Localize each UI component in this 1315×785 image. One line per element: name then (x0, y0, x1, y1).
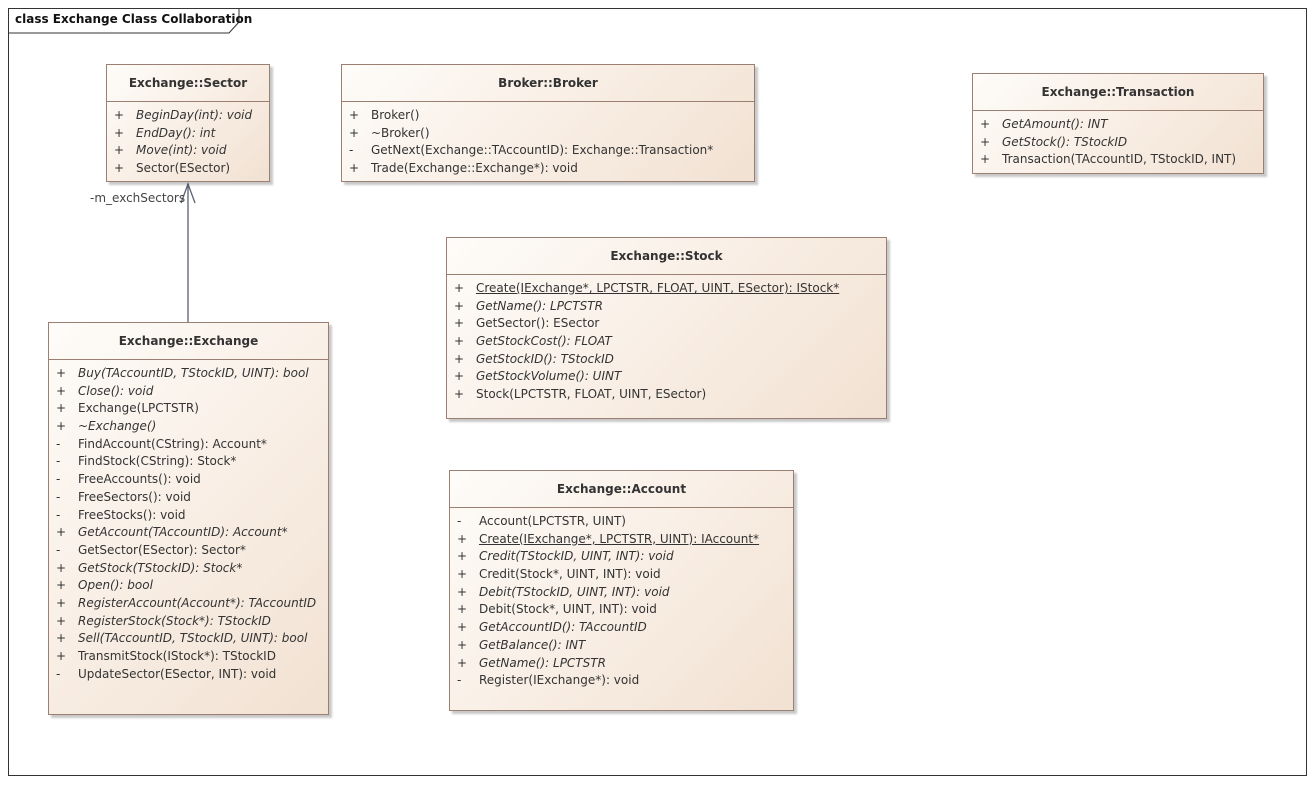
operation-row[interactable] (450, 513, 793, 531)
class-stock[interactable] (446, 237, 887, 419)
operation-signature: GetName(): LPCTSTR (476, 298, 603, 313)
operations-list (447, 275, 886, 404)
operation-row[interactable] (450, 619, 793, 637)
operation-row[interactable] (450, 566, 793, 584)
operation-row[interactable] (49, 471, 328, 489)
operation-signature: Close(): void (78, 383, 154, 398)
visibility-marker: - (56, 472, 61, 487)
operation-row[interactable] (342, 107, 754, 125)
operation-row[interactable] (49, 365, 328, 383)
class-sector[interactable] (106, 64, 270, 182)
operation-row[interactable] (49, 489, 328, 507)
operation-row[interactable] (450, 672, 793, 690)
visibility-marker: + (114, 161, 125, 176)
operation-row[interactable] (49, 507, 328, 525)
operation-row[interactable] (447, 351, 886, 369)
operation-row[interactable] (49, 436, 328, 454)
visibility-marker: + (56, 578, 67, 593)
operation-signature: FreeStocks(): void (78, 507, 186, 522)
operation-signature: GetAccount(TAccountID): Account* (78, 525, 288, 540)
operation-signature: FindAccount(CString): Account* (78, 436, 267, 451)
operation-signature: Exchange(LPCTSTR) (78, 401, 199, 416)
class-name: Exchange::Sector (107, 65, 269, 102)
operation-row[interactable] (49, 400, 328, 418)
operation-row[interactable] (447, 298, 886, 316)
operation-signature: FreeAccounts(): void (78, 472, 201, 487)
operation-signature: GetSector(ESector): Sector* (78, 542, 246, 557)
visibility-marker: - (56, 489, 61, 504)
operation-row[interactable] (342, 160, 754, 178)
operation-row[interactable] (49, 648, 328, 666)
operation-signature: EndDay(): int (136, 125, 216, 140)
operation-row[interactable] (973, 134, 1263, 152)
operation-signature: FindStock(CString): Stock* (78, 454, 237, 469)
class-name: Broker::Broker (342, 65, 754, 102)
operation-signature: Buy(TAccountID, TStockID, UINT): bool (78, 366, 309, 380)
operation-row[interactable] (447, 315, 886, 333)
operation-signature: GetStockID(): TStockID (476, 351, 614, 366)
visibility-marker: + (980, 117, 991, 131)
visibility-marker: + (56, 525, 67, 540)
operation-signature: UpdateSector(ESector, INT): void (78, 666, 277, 681)
operations-list (342, 102, 754, 178)
visibility-marker: + (454, 298, 465, 313)
operation-signature: GetSector(): ESector (476, 316, 600, 331)
visibility-marker: + (56, 560, 67, 575)
visibility-marker: + (349, 108, 360, 122)
class-transaction[interactable] (972, 73, 1264, 174)
operation-row[interactable] (450, 601, 793, 619)
visibility-marker: + (457, 602, 468, 617)
visibility-marker: + (56, 649, 67, 663)
operation-row[interactable] (107, 160, 269, 178)
operation-row[interactable] (49, 630, 328, 648)
operation-signature: GetAccountID(): TAccountID (479, 620, 647, 635)
operation-signature: Open(): bool (78, 578, 153, 593)
visibility-marker: + (454, 334, 465, 349)
visibility-marker: - (56, 436, 61, 451)
visibility-marker: + (457, 584, 468, 599)
operation-row[interactable] (447, 386, 886, 404)
operation-signature: GetStockCost(): FLOAT (476, 334, 612, 349)
operation-row[interactable] (450, 584, 793, 602)
operation-row[interactable] (973, 151, 1263, 169)
visibility-marker: + (349, 125, 360, 140)
visibility-marker: + (56, 631, 67, 646)
operation-row[interactable] (107, 142, 269, 160)
operation-signature: GetName(): LPCTSTR (479, 655, 606, 670)
operation-row[interactable] (49, 542, 328, 560)
operation-signature: GetStock(TStockID): Stock* (78, 560, 243, 575)
operation-row[interactable] (447, 333, 886, 351)
operations-list (450, 508, 793, 690)
visibility-marker: + (349, 161, 360, 176)
operation-signature: ~Exchange() (78, 419, 157, 434)
operation-signature: Credit(Stock*, UINT, INT): void (479, 567, 661, 582)
visibility-marker: - (457, 673, 462, 688)
operation-signature: RegisterAccount(Account*): TAccountID (78, 595, 317, 610)
operation-row[interactable] (49, 595, 328, 613)
operation-row[interactable] (49, 418, 328, 436)
visibility-marker: + (56, 401, 67, 416)
operation-signature: GetNext(Exchange::TAccountID): Exchange::Transaction* (371, 143, 714, 158)
operation-signature: RegisterStock(Stock*): TStockID (78, 613, 271, 628)
operation-signature: Trade(Exchange::Exchange*): void (371, 161, 578, 176)
operation-row[interactable] (450, 637, 793, 655)
visibility-marker: - (349, 143, 354, 158)
association-role-label: -m_exchSectors (90, 191, 186, 205)
operation-signature: ~Broker() (371, 125, 430, 140)
operation-row[interactable] (450, 655, 793, 673)
operation-row[interactable] (107, 107, 269, 125)
class-name: Exchange::Stock (447, 238, 886, 275)
class-name: Exchange::Transaction (973, 74, 1263, 111)
operation-signature: Sector(ESector) (136, 161, 231, 176)
operation-row[interactable] (49, 560, 328, 578)
operation-row[interactable] (450, 531, 793, 549)
operation-row[interactable] (49, 524, 328, 542)
visibility-marker: + (114, 143, 125, 158)
operation-signature: Debit(TStockID, UINT, INT): void (479, 584, 670, 599)
visibility-marker: + (457, 531, 468, 546)
operation-row[interactable] (49, 577, 328, 595)
operation-row[interactable] (450, 548, 793, 566)
operation-signature: Move(int): void (136, 143, 227, 158)
operation-signature: Stock(LPCTSTR, FLOAT, UINT, ESector) (476, 387, 707, 402)
operation-signature: GetStockVolume(): UINT (476, 369, 622, 384)
operation-row[interactable] (49, 666, 328, 684)
visibility-marker: + (56, 613, 67, 628)
operation-row[interactable] (447, 368, 886, 386)
operation-signature: Credit(TStockID, UINT, INT): void (479, 549, 674, 564)
visibility-marker: + (454, 351, 465, 366)
operation-signature: TransmitStock(IStock*): TStockID (78, 649, 276, 663)
visibility-marker: + (457, 567, 468, 582)
operation-signature: Broker() (371, 108, 420, 122)
visibility-marker: + (457, 549, 468, 564)
operation-row[interactable] (342, 142, 754, 160)
diagram-title: class Exchange Class Collaboration (15, 12, 253, 26)
operation-signature: Account(LPCTSTR, UINT) (479, 514, 626, 528)
operation-signature: GetStock(): TStockID (1002, 134, 1128, 149)
visibility-marker: + (457, 620, 468, 635)
operation-signature: GetAmount(): INT (1002, 117, 1108, 131)
operation-signature: Register(IExchange*): void (479, 673, 640, 688)
visibility-marker: - (56, 454, 61, 469)
operations-list (973, 111, 1263, 169)
class-exchange[interactable] (48, 322, 329, 715)
visibility-marker: + (56, 366, 67, 380)
operations-list (107, 102, 269, 178)
operation-signature: Create(IExchange*, LPCTSTR, FLOAT, UINT, ESector): IStock* (476, 281, 840, 295)
visibility-marker: + (457, 655, 468, 670)
operation-row[interactable] (447, 280, 886, 298)
operation-row[interactable] (49, 453, 328, 471)
visibility-marker: + (454, 387, 465, 402)
operation-row[interactable] (973, 116, 1263, 134)
operation-signature: Create(IExchange*, LPCTSTR, UINT): IAccount* (479, 531, 760, 546)
visibility-marker: + (980, 134, 991, 149)
operation-row[interactable] (49, 383, 328, 401)
visibility-marker: + (454, 369, 465, 384)
operations-list (49, 360, 328, 683)
visibility-marker: + (980, 152, 991, 167)
operation-signature: Debit(Stock*, UINT, INT): void (479, 602, 657, 617)
operation-row[interactable] (342, 125, 754, 143)
class-name: Exchange::Exchange (49, 323, 328, 360)
class-broker[interactable] (341, 64, 755, 182)
visibility-marker: - (457, 514, 462, 528)
operation-signature: BeginDay(int): void (136, 108, 253, 122)
operation-signature: FreeSectors(): void (78, 489, 191, 504)
operation-signature: Sell(TAccountID, TStockID, UINT): bool (78, 631, 308, 646)
visibility-marker: - (56, 507, 61, 522)
visibility-marker: + (56, 595, 67, 610)
visibility-marker: - (56, 666, 61, 681)
class-name: Exchange::Account (450, 471, 793, 508)
operation-row[interactable] (49, 613, 328, 631)
visibility-marker: + (56, 419, 67, 434)
class-account[interactable] (449, 470, 794, 711)
operation-signature: GetBalance(): INT (479, 637, 586, 652)
visibility-marker: + (114, 125, 125, 140)
operation-row[interactable] (107, 125, 269, 143)
visibility-marker: + (114, 108, 125, 122)
visibility-marker: + (56, 383, 67, 398)
visibility-marker: - (56, 542, 61, 557)
visibility-marker: + (454, 281, 465, 295)
visibility-marker: + (454, 316, 465, 331)
operation-signature: Transaction(TAccountID, TStockID, INT) (1002, 152, 1237, 167)
visibility-marker: + (457, 637, 468, 652)
